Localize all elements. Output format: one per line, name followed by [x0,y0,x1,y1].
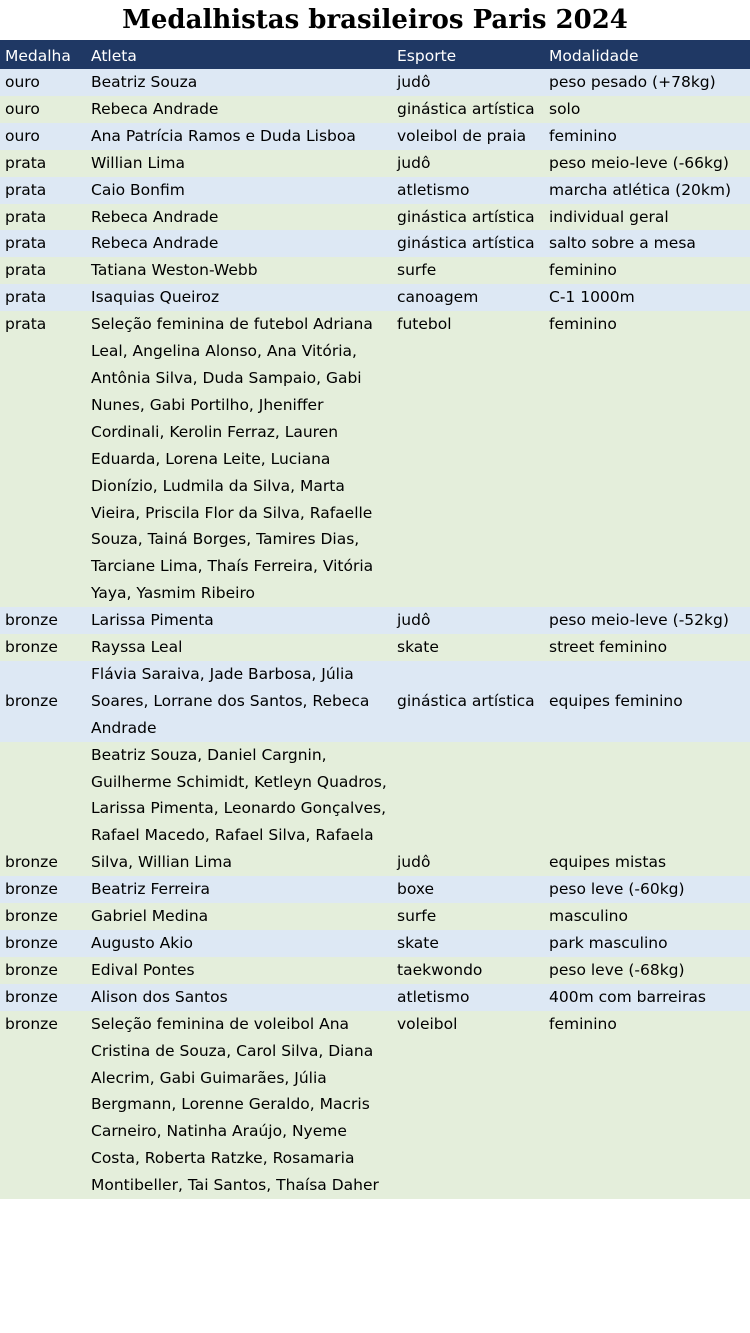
athlete-cell-text: Beatriz Souza, Daniel Cargnin, Guilherme Schimidt, Ketleyn Quadros, Larissa Pimenta, Leonardo Gonçalves, Rafael Macedo, Rafael Silva, Rafaela Silva, Willian Lima [91,745,387,872]
table-row [0,123,750,150]
medal-cell [0,96,89,123]
sport-cell-text: voleibol de praia [397,126,527,145]
page-title: Medalhistas brasileiros Paris 2024 [122,5,628,35]
medal-cell-text: ouro [5,99,40,118]
medal-cell-text: bronze [5,960,58,979]
medal-cell [0,742,89,877]
table-row [0,177,750,204]
sport-cell-text: skate [397,638,439,657]
event-cell-text: peso leve (-60kg) [549,880,685,899]
sport-cell-text: judô [397,153,431,172]
event-cell-text: peso leve (-68kg) [549,960,685,979]
event-cell [548,930,750,957]
athlete-cell-text: Seleção feminina de futebol Adriana Leal, Angelina Alonso, Ana Vitória, Antônia Silva, Duda Sampaio, Gabi Nunes, Gabi Portilho, Jheniffer Cordinali, Kerolin Ferraz, Lauren Eduarda, Lorena Leite, Luciana Dionízio, Ludmila da Silva, Marta Vieira, Priscila Flor da Silva, Rafaelle Souza, Tainá Borges, Tamires Dias, Tarciane Lima, Thaís Ferreira, Vitória Yaya, Yasmim Ribeiro [91,315,374,603]
event-cell-text: peso pesado (+78kg) [549,73,716,91]
event-cell [548,984,750,1011]
sport-cell-text: voleibol [397,1014,458,1033]
sport-cell [396,957,548,984]
event-cell-text: feminino [549,315,617,334]
header-sport: Esporte [397,47,457,65]
sport-cell-text: skate [397,934,439,952]
athlete-cell-text: Rebeca Andrade [91,234,219,253]
athlete-cell-text: Alison dos Santos [91,987,228,1006]
event-cell-text: peso meio-leve (-52kg) [549,611,729,630]
medal-cell-text: prata [5,234,47,253]
medal-cell-text: ouro [5,126,40,145]
medal-cell [0,984,89,1011]
event-cell-text: equipes mistas [549,853,667,872]
table-row [0,930,750,957]
sport-cell [396,742,548,877]
event-cell [548,69,750,96]
sport-cell-text: atletismo [397,180,470,199]
event-cell [548,257,750,284]
medal-cell [0,69,89,96]
athlete-cell-text: Larissa Pimenta [91,611,214,630]
medal-cell-text: bronze [5,691,58,710]
sport-cell [396,123,548,150]
header-event: Modalidade [549,47,639,65]
event-cell [548,311,750,607]
medal-cell [0,903,89,930]
event-cell-text: street feminino [549,638,668,657]
sport-cell [396,984,548,1011]
sport-cell-text: ginástica artística [397,234,535,253]
athlete-cell [89,204,396,231]
event-cell-text: 400m com barreiras [549,987,706,1006]
table-row [0,230,750,257]
event-cell [548,903,750,930]
event-cell [548,607,750,634]
sport-cell [396,311,548,607]
athlete-cell-text: Rebeca Andrade [91,207,219,226]
event-cell [548,96,750,123]
table-header [0,40,750,69]
medal-cell-text: prata [5,261,47,280]
athlete-cell [89,150,396,177]
table-row [0,69,750,96]
athlete-cell [89,257,396,284]
event-cell [548,177,750,204]
athlete-cell [89,123,396,150]
table-row [0,876,750,903]
event-cell [548,150,750,177]
table-row [0,96,750,123]
sport-cell-text: ginástica artística [397,691,535,710]
sport-cell-text: futebol [397,315,452,334]
sport-cell [396,661,548,742]
event-cell [548,1011,750,1199]
sport-cell-text: boxe [397,880,435,899]
athlete-cell-text: Rayssa Leal [91,638,183,657]
medal-cell [0,230,89,257]
sport-cell [396,69,548,96]
athlete-cell-text: Beatriz Ferreira [91,880,210,899]
sport-cell-text: surfe [397,907,437,926]
event-cell [548,230,750,257]
athlete-cell [89,284,396,311]
sport-cell [396,150,548,177]
table-row [0,957,750,984]
table-row [0,257,750,284]
medal-cell-text: bronze [5,853,58,872]
athlete-cell [89,903,396,930]
athlete-cell-text: Seleção feminina de voleibol Ana Cristina de Souza, Carol Silva, Diana Alecrim, Gabi Guimarães, Júlia Bergmann, Lorenne Geraldo, Macris Carneiro, Natinha Araújo, Nyeme Costa, Roberta Ratzke, Rosamaria Montibeller, Tai Santos, Thaísa Daher [91,1014,379,1195]
sport-cell [396,607,548,634]
athlete-cell [89,69,396,96]
event-cell-text: salto sobre a mesa [549,234,696,253]
athlete-cell-text: Isaquias Queiroz [91,288,220,307]
event-cell-text: marcha atlética (20km) [549,180,732,199]
sport-cell [396,177,548,204]
event-cell-text: equipes feminino [549,691,683,710]
medal-cell-text: bronze [5,880,58,899]
athlete-cell [89,742,396,877]
event-cell-text: feminino [549,261,617,280]
header-athlete: Atleta [91,47,137,65]
medal-cell [0,661,89,742]
event-cell [548,661,750,742]
medal-cell [0,311,89,607]
athlete-cell [89,607,396,634]
event-cell-text: solo [549,99,581,118]
athlete-cell [89,177,396,204]
athlete-cell-text: Rebeca Andrade [91,99,219,118]
medal-cell [0,150,89,177]
event-cell [548,876,750,903]
medal-cell [0,257,89,284]
athlete-cell [89,930,396,957]
header-medal: Medalha [5,47,71,65]
sport-cell [396,1011,548,1199]
sport-cell [396,634,548,661]
medal-cell [0,876,89,903]
medal-cell [0,284,89,311]
athlete-cell [89,311,396,607]
event-cell [548,742,750,877]
table-body [0,69,750,1199]
table-row [0,311,750,607]
sport-cell [396,284,548,311]
table-row [0,984,750,1011]
medal-cell-text: prata [5,153,47,172]
sport-cell [396,930,548,957]
event-cell [548,284,750,311]
medal-cell [0,123,89,150]
table-row [0,284,750,311]
athlete-cell [89,661,396,742]
athlete-cell [89,984,396,1011]
sport-cell [396,876,548,903]
athlete-cell-text: Beatriz Souza [91,73,198,91]
event-cell [548,957,750,984]
athlete-cell [89,230,396,257]
event-cell [548,204,750,231]
athlete-cell [89,876,396,903]
event-cell [548,123,750,150]
medal-cell-text: prata [5,180,47,199]
sport-cell-text: surfe [397,261,437,280]
athlete-cell [89,957,396,984]
athlete-cell [89,96,396,123]
sport-cell [396,204,548,231]
event-cell-text: feminino [549,1014,617,1033]
event-cell-text: masculino [549,907,628,926]
medal-cell-text: bronze [5,907,58,926]
event-cell [548,634,750,661]
medal-cell [0,957,89,984]
sport-cell-text: judô [397,611,431,630]
medal-cell [0,204,89,231]
table-row [0,150,750,177]
medal-cell-text: prata [5,288,47,307]
sport-cell [396,230,548,257]
sport-cell-text: atletismo [397,987,470,1006]
medal-cell-text: bronze [5,1014,58,1033]
medal-cell-text: bronze [5,638,58,657]
medal-cell-text: prata [5,207,47,226]
medal-cell [0,930,89,957]
event-cell-text: individual geral [549,207,669,226]
medal-cell-text: ouro [5,73,40,91]
sport-cell-text: canoagem [397,288,479,307]
athlete-cell-text: Augusto Akio [91,934,194,952]
sport-cell-text: taekwondo [397,960,483,979]
table-row [0,204,750,231]
athlete-cell [89,1011,396,1199]
athlete-cell-text: Caio Bonfim [91,180,185,199]
athlete-cell [89,634,396,661]
table-row [0,742,750,877]
sport-cell-text: judô [397,73,431,91]
table-row [0,607,750,634]
medal-cell-text: bronze [5,987,58,1006]
sport-cell-text: ginástica artística [397,207,535,226]
athlete-cell-text: Ana Patrícia Ramos e Duda Lisboa [91,126,356,145]
table-row [0,903,750,930]
medal-cell [0,634,89,661]
sport-cell-text: judô [397,853,431,872]
event-cell-text: feminino [549,126,617,145]
medal-cell [0,1011,89,1199]
athlete-cell-text: Edival Pontes [91,960,195,979]
medal-cell-text: bronze [5,934,58,952]
event-cell-text: C-1 1000m [549,288,635,307]
sport-cell [396,903,548,930]
athlete-cell-text: Flávia Saraiva, Jade Barbosa, Júlia Soares, Lorrane dos Santos, Rebeca Andrade [91,664,370,737]
athlete-cell-text: Willian Lima [91,153,185,172]
medal-cell [0,177,89,204]
medal-cell-text: bronze [5,611,58,630]
table-row [0,661,750,742]
table-row [0,1011,750,1199]
sport-cell [396,257,548,284]
sport-cell [396,96,548,123]
athlete-cell-text: Tatiana Weston-Webb [91,261,258,280]
event-cell-text: park masculino [549,934,668,952]
event-cell-text: peso meio-leve (-66kg) [549,153,729,172]
table-row [0,634,750,661]
sport-cell-text: ginástica artística [397,99,535,118]
medal-cell [0,607,89,634]
athlete-cell-text: Gabriel Medina [91,907,209,926]
medal-cell-text: prata [5,315,47,334]
